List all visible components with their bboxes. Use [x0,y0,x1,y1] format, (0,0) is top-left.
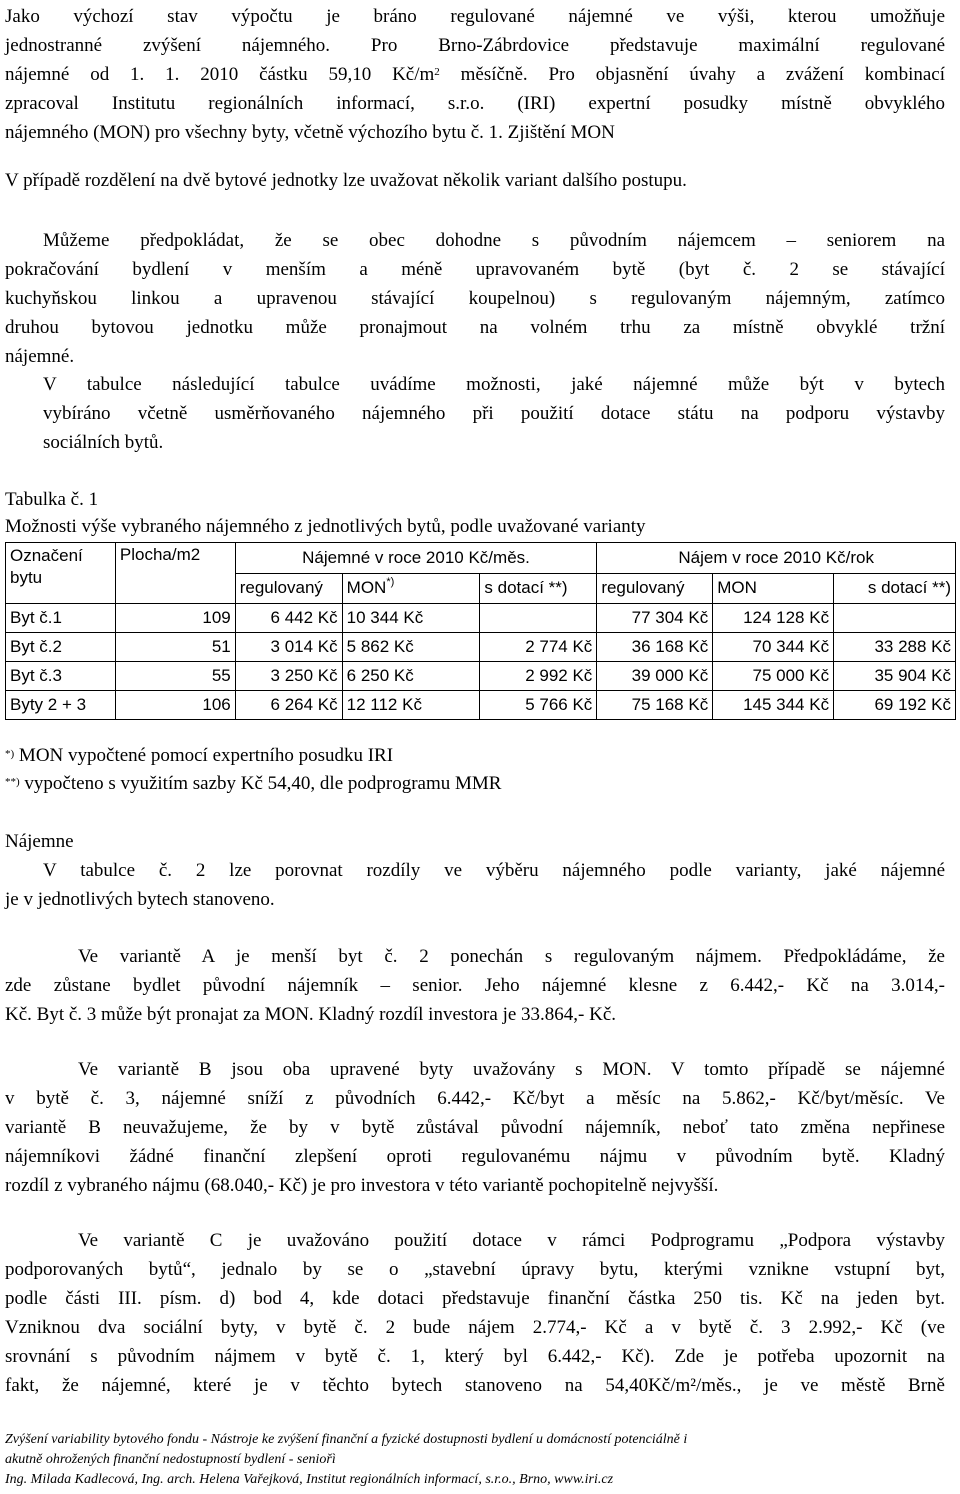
text-line: pokračování bydlení v menším a méně upravovaném bytě (byt č. 2 se stávající [5,259,945,280]
cell-area: 51 [115,633,235,662]
senior-paragraph [5,226,945,371]
text-line: v bytě č. 3, nájemné sníží z původních 6.442,- Kč/byt a měsíc na 5.862,- Kč/byt/měsíc. Ve [5,1088,945,1109]
footer-line: akutně ohrožených finanční nedostupností bydlení - seniořì [5,1452,336,1467]
text-line: jednostranné zvýšení nájemného. Pro Brno-Zábrdovice představuje maximální regulované [5,35,945,56]
cell-month-regulated: 3 250 Kč [235,662,342,691]
cell-year-subsidy: 35 904 Kč [834,662,956,691]
cell-label: Byt č.1 [6,604,116,633]
table-label: Tabulka č. 1 [5,489,99,510]
cell-year-regulated: 75 168 Kč [597,691,713,720]
text-line: fakt, že nájemné, které je v těchto bytech stanoveno na 54,40Kč/m²/měs., je ve městě Brně [5,1375,945,1396]
text-line: podle části III. písm. d) bod 4, kde dotaci představuje finanční částka 250 tis. Kč na jeden byt. [5,1288,945,1309]
text-line: je v jednotlivých bytech stanoveno. [5,889,275,910]
cell-month-subsidy [480,604,597,633]
intro-paragraph [5,2,945,147]
text-line: Ve variantě A je menší byt č. 2 ponechán s regulovaným nájmem. Předpokládáme, že [78,946,945,967]
cell-month-subsidy: 2 774 Kč [480,633,597,662]
cell-month-mon: 12 112 Kč [342,691,480,720]
subheader-regulated: regulovaný [597,573,713,604]
text-line: variantě B neuvažujeme, že by v bytě zůstával původní nájemník, neboť tato změna nepřinese [5,1117,945,1138]
text-line: V tabulce č. 2 lze porovnat rozdíly ve výběru nájemného podle varianty, jaké nájemné [43,860,945,881]
page-footer [5,1430,955,1490]
variant-b-paragraph [5,1055,945,1200]
variants-paragraph [5,166,945,195]
text-line: Jako výchozí stav výpočtu je bráno regulované nájemné ve výši, kterou umožňuje [5,6,945,27]
text-line: srovnání s původním nájmem v bytě č. 1, který byl 6.442,- Kč). Zde je potřeba upozornit na [5,1346,945,1367]
text-line: rozdíl z vybraného nájmu (68.040,- Kč) je pro investora v této variantě pochopitelně nejvyšší. [5,1175,719,1196]
text-line: Ve variantě C je uvažováno použití dotace v rámci Podprogramu „Podpora výstavby [78,1230,945,1251]
text-line: podporovaných bytů“, jednalo by se o „stavební úpravy bytu, kterými vznikne vstupní byt, [5,1259,945,1280]
superscript: 2 [434,66,440,78]
text-line: Kč. Byt č. 3 může být pronajat za MON. Kladný rozdíl investora je 33.864,- Kč. [5,1004,617,1025]
table-row [6,691,956,720]
text-line: V případě rozdělení na dvě bytové jednotky lze uvažovat několik variant dalšího postupu. [5,170,687,191]
cell-year-mon: 124 128 Kč [713,604,834,633]
table-intro-paragraph [5,370,945,457]
cell-month-regulated: 3 014 Kč [235,633,342,662]
table2-paragraph [5,856,945,914]
cell-month-mon: 6 250 Kč [342,662,480,691]
table-row [6,662,956,691]
table-title: Možnosti výše vybraného nájemného z jednotlivých bytů, podle uvažované varianty [5,516,646,537]
cell-area: 55 [115,662,235,691]
table-header-row [6,543,956,574]
cell-month-regulated: 6 264 Kč [235,691,342,720]
text-line: nájemné. [5,346,75,367]
cell-year-mon: 70 344 Kč [713,633,834,662]
cell-label: Byt č.2 [6,633,116,662]
header-label: Označení bytu [6,543,116,604]
cell-year-regulated: 77 304 Kč [597,604,713,633]
text-line: Můžeme předpokládat, že se obec dohodne s původním nájemcem – seniorem na [43,230,945,251]
cell-year-subsidy: 69 192 Kč [834,691,956,720]
cell-area: 109 [115,604,235,633]
footer-line: Zvýšení variability bytového fondu - Nástroje ke zvýšení finanční a fyzické dostupnosti bydlení u domácností potenciálně i [5,1432,688,1447]
subheader-mon: MON [713,573,834,604]
variant-c-paragraph [5,1226,945,1400]
footnote: *) MON vypočtené pomocí expertního posudku IRI [5,745,394,766]
section-heading: Nájemne [5,831,74,852]
text-line: nájemné od 1. 1. 2010 částku 59,10 $Kč/m^2$ měsíčně. Pro objasnění úvahy a zvážení kombinací [5,64,945,85]
cell-year-regulated: 39 000 Kč [597,662,713,691]
text-line: sociálních bytů. [43,432,164,453]
cell-month-mon: 10 344 Kč [342,604,480,633]
text-line: zde zůstane bydlet původní nájemník – senior. Jeho nájemné klesne z 6.442,- Kč na 3.014,- [5,975,945,996]
subheader-regulated: regulovaný [235,573,342,604]
subheader-subsidy: s dotací **) [834,573,956,604]
rent-table [5,542,956,720]
text-line: zpracoval Institutu regionálních informací, s.r.o. (IRI) expertní posudky místně obvyklého [5,93,945,114]
text-line: nájemného (MON) pro všechny byty, včetně výchozího bytu č. 1. Zjištění MON [5,122,615,143]
text-line: kuchyňskou linkou a upravenou stávající koupelnou) s regulovaným nájemným, zatímco [5,288,945,309]
table-row [6,633,956,662]
text-line: vybíráno včetně usměrňovaného nájemného při použití dotace státu na podporu výstavby [43,403,945,424]
cell-area: 106 [115,691,235,720]
text-line: V tabulce následující tabulce uvádíme možnosti, jaké nájemné může být v bytech [43,374,945,395]
cell-year-subsidy [834,604,956,633]
text-line: Vzniknou dva sociální byty, v bytě č. 2 bude nájem 2.774,- Kč a v bytě č. 3 2.992,- Kč (ve [5,1317,945,1338]
cell-month-mon: 5 862 Kč [342,633,480,662]
cell-label: Byty 2 + 3 [6,691,116,720]
table-row [6,604,956,633]
cell-year-subsidy: 33 288 Kč [834,633,956,662]
subheader-subsidy: s dotací **) [480,573,597,604]
footnote: **) vypočteno s využitím sazby Kč 54,40, dle podprogramu MMR [5,773,502,794]
cell-year-regulated: 36 168 Kč [597,633,713,662]
header-area: Plocha/m2 [115,543,235,604]
cell-month-subsidy: 5 766 Kč [480,691,597,720]
text-line: nájemníkovi žádné finanční zlepšení oproti regulovanému nájmu v původním bytě. Kladný [5,1146,945,1167]
header-monthly-group: Nájemné v roce 2010 Kč/měs. [235,543,597,574]
cell-month-subsidy: 2 992 Kč [480,662,597,691]
subheader-mon: MON*) [342,573,480,604]
cell-year-mon: 75 000 Kč [713,662,834,691]
header-yearly-group: Nájem v roce 2010 Kč/rok [597,543,956,574]
cell-month-regulated: 6 442 Kč [235,604,342,633]
variant-a-paragraph [5,942,945,1029]
footer-line: Ing. Milada Kadlecová, Ing. arch. Helena Vařejková, Institut regionálních informací, s.r.o., Brno, www.iri.cz [5,1472,614,1487]
cell-label: Byt č.3 [6,662,116,691]
cell-year-mon: 145 344 Kč [713,691,834,720]
text-line: Ve variantě B jsou oba upravené byty uvažovány s MON. V tomto případě se nájemné [78,1059,945,1080]
text-line: druhou bytovou jednotku může pronajmout na volném trhu za místně obvyklé tržní [5,317,945,338]
